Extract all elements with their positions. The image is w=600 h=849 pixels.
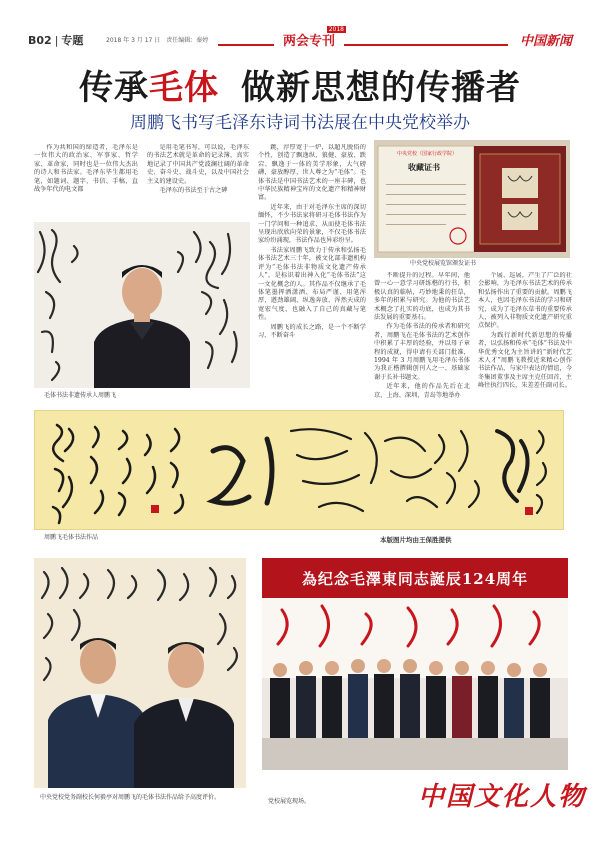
photo-credit: 本版图片均由王保胜提供 [380,536,452,544]
article-paragraph: 为践行新时代新思想的传播者，以弘扬和传承“毛体”书法及中华优秀文化为主旨讲的“新时代艺术人才”周鹏飞教授近来精心创作书法作品，与家中表达的情谊，今冬集团董事及主席主克任回首，主峰往执行四长，朱差差任副司长。 [478,331,572,390]
special-edition-badge [274,26,344,50]
portrait-photo [34,222,250,388]
article-col-5 [478,272,572,412]
page-header [28,26,572,52]
header-rule [218,44,508,46]
article-col-3 [258,144,366,390]
article-paragraph: 近年来，由于对毛泽东主席的深切缅怀，不少书法家将研习毛体书法作为一门学问和一种追求，从而使毛体书法呈现出欣欣向荣的景象，不仅毛体书法家纷纷涌现，书法作品也异彩纷呈。 [258,203,366,245]
article-paragraph: 毛泽东的书法至于古之碑 [159,187,228,195]
article-paragraph: 周鹏飞的成长之路，是一个不断学习、不断奋斗 [258,323,366,339]
certificate-photo [374,140,570,258]
article-col-2 [147,144,249,214]
certificate-line [386,224,446,225]
subheadline: 周鹏飞书写毛泽东诗词书法展在中央党校举办 [130,113,470,133]
certificate-line [386,194,466,195]
newspaper-logo: 中国新闻 [519,34,572,49]
certificate-title: 收藏证书 [408,162,440,172]
headline-main: 做新思想的传播者 [241,68,521,108]
issue-meta: 2018 年 3 月 17 日 责任编辑：秦婷 [106,37,209,44]
calligraphy-scroll [34,410,564,530]
article-col-1 [34,144,138,214]
article-paragraph: 作为共和国的缔造者，毛泽东是一位伟大的政治家、军事家、哲学家、革命家，同时也是一位伟大杰出的诗人和书法家。毛泽东毕生都用毛笔，如题词、题字、书信、手稿，直战争年代的电文都 [34,144,138,194]
page-code: B02 [28,34,52,47]
article-paragraph: 跳，淳厚宽于一炉，以超凡脱俗的个性，创造了飘逸纵、狼健、豪放、跌宕、飘逸于一体的美学形象，大气磅礴，豪放醇厚，世人尊之为“毛体”。毛体书法是中国书法艺术的一座丰碑，也中华民族精神宝库的文化遗产和精神财富。 [258,144,366,202]
exhibition-photo [262,558,568,770]
badge-year: 2018 [328,26,344,33]
scroll-caption: 周鹏飞毛体书法作品 [44,534,99,541]
certificate-line [386,204,466,205]
badge-label: 两会专刊 [282,34,335,49]
article-paragraph: 不断提升的过程。早年间，他曾一心一意学习研练楷的行书，积极认真的临帖，巧妙地秉的狂草，多年的积累与研究。为他的书法艺术概念了扎实的功底，也成为其书法发展的重要基石。 [374,272,470,322]
exhibition-banner: 為纪念毛澤東同志誕辰124周年 [301,570,529,588]
page-section: B02 | 专题 [28,34,84,47]
article-paragraph: 个展、巡展，产生了广泛的社会影响，为毛泽东书法艺术的传承和弘扬作出了重要的贡献。周鹏飞本人，也因毛泽东书法的学习和研究，成为了毛泽东草书的重要传承人，被列入非物质文化遗产研究重点保护。 [478,272,572,330]
article-paragraph: 作为毛体书法的传承者和研究者，周鹏飞在毛体书法的艺术创作中积累了丰厚的经验，并以母子章程的成就，得申请有关部门批准，1994 年 3 月周鹏飞用毛泽东书体为我正楷撰辑创刊人之一、基础家谢于长补书题文。 [374,323,470,381]
headline [0,60,600,109]
leaders-photo [34,558,246,788]
leaders-caption: 中央党校党务副校长何毅亭对周鹏飞的毛体书法作品给予高度评价。 [40,794,221,801]
article-col-4 [374,272,470,402]
exhibition-caption: 党校展览现场。 [268,798,311,805]
headline-prefix: 传承 [79,68,149,108]
certificate-caption: 中央党校展览馆颁发证书 [410,260,477,267]
brand-logo: 中国文化人物 [418,782,587,812]
portrait-caption: 毛体书法非遗传承人周鹏飞 [44,392,117,399]
section-name: 专题 [61,34,84,47]
certificate-line [386,214,466,215]
headline-highlight: 毛体 [149,68,219,108]
article-paragraph: 是用毛笔书写，可以说，毛泽东的书法艺术就是革命的记录簿，真实地记录了中国共产党波澜壮阔的革命史、奋斗史、战斗史，以及中国社会主义的建设史。 [147,144,249,185]
article-paragraph: 书法家周鹏飞致力于传承和弘扬毛体书法艺术三十年，被文化部非遗机构评为“毛体书法非物质文化遗产传承人”，是标识着出神入化“毛体书法”这一文化概念的人。其作品不仅继承了毛体笔墨挥洒潇洒、布局严谨、用笔浑厚，遒劲雄阔、纵逸奔放、浑然天成的宽宏气度，也融入了自己的真藏与笔性。 [258,246,366,322]
article-paragraph: 近年来，他的作品先后在北京、上海、深圳、青岛等地举办 [374,383,470,399]
certificate-heading: 中央党校（国家行政学院） [396,151,457,157]
certificate-line [386,184,466,185]
